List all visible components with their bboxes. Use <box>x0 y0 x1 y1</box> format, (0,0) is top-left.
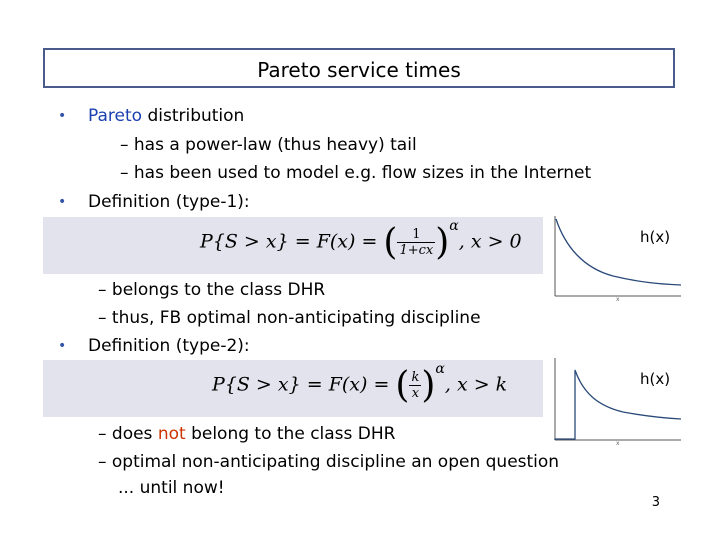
pareto-word: Pareto <box>88 106 143 126</box>
formula-exponent: α <box>435 361 445 378</box>
formula-exponent: α <box>449 218 459 235</box>
frac-numerator: 1 <box>397 227 435 243</box>
formula-lhs: P{S > x} = F(x) = <box>200 230 384 253</box>
formula-fraction <box>409 370 421 401</box>
page-number: 3 <box>651 495 660 510</box>
sub-bullet: – belongs to the class DHR <box>98 280 326 300</box>
bullet-dot: • <box>58 194 67 210</box>
title-box <box>43 48 675 88</box>
bullet-text: distribution <box>142 106 245 126</box>
bullet-pareto <box>88 106 244 126</box>
frac-numerator: k <box>411 370 420 385</box>
bullet-definition-1: Definition (type-1): <box>88 192 250 212</box>
formula-condition: , x > k <box>444 373 508 396</box>
frac-denominator: x <box>411 386 420 401</box>
sub-text: belong to the class DHR <box>185 424 396 444</box>
formula-fraction <box>397 227 435 258</box>
sub-bullet <box>98 424 395 444</box>
formula-type-1: P{S > x} = F(x) = ( $\frac{1}{1+cx}$ )$^\alpha$, x > 0 <box>200 218 522 263</box>
sub-bullet: – thus, FB optimal non-anticipating discipline <box>98 308 481 328</box>
frac-denominator: 1+cx <box>399 243 434 258</box>
bullet-dot: • <box>58 338 67 354</box>
sub-bullet: ... until now! <box>118 478 225 498</box>
graph-label-hx: h(x) <box>640 370 671 388</box>
sub-bullet: – has been used to model e.g. flow sizes in the Internet <box>120 163 592 183</box>
graph-tick: x <box>616 296 620 303</box>
sub-text: – does <box>98 424 158 444</box>
bullet-definition-2: Definition (type-2): <box>88 336 250 356</box>
emphasis-not: not <box>157 424 186 444</box>
slide-title: Pareto service times <box>257 58 461 82</box>
formula-condition: , x > 0 <box>458 230 522 253</box>
graph-tick: x <box>616 440 620 447</box>
sub-bullet: – has a power-law (thus heavy) tail <box>120 135 417 155</box>
formula-type-2: P{S > x} = F(x) = ( $\frac{k}{x}$ )$^\alpha$, x > k <box>212 361 508 406</box>
formula-lhs: P{S > x} = F(x) = <box>212 373 396 396</box>
sub-bullet: – optimal non-anticipating discipline an open question <box>98 452 560 472</box>
bullet-dot: • <box>58 108 67 124</box>
graph-label-hx: h(x) <box>640 228 671 246</box>
